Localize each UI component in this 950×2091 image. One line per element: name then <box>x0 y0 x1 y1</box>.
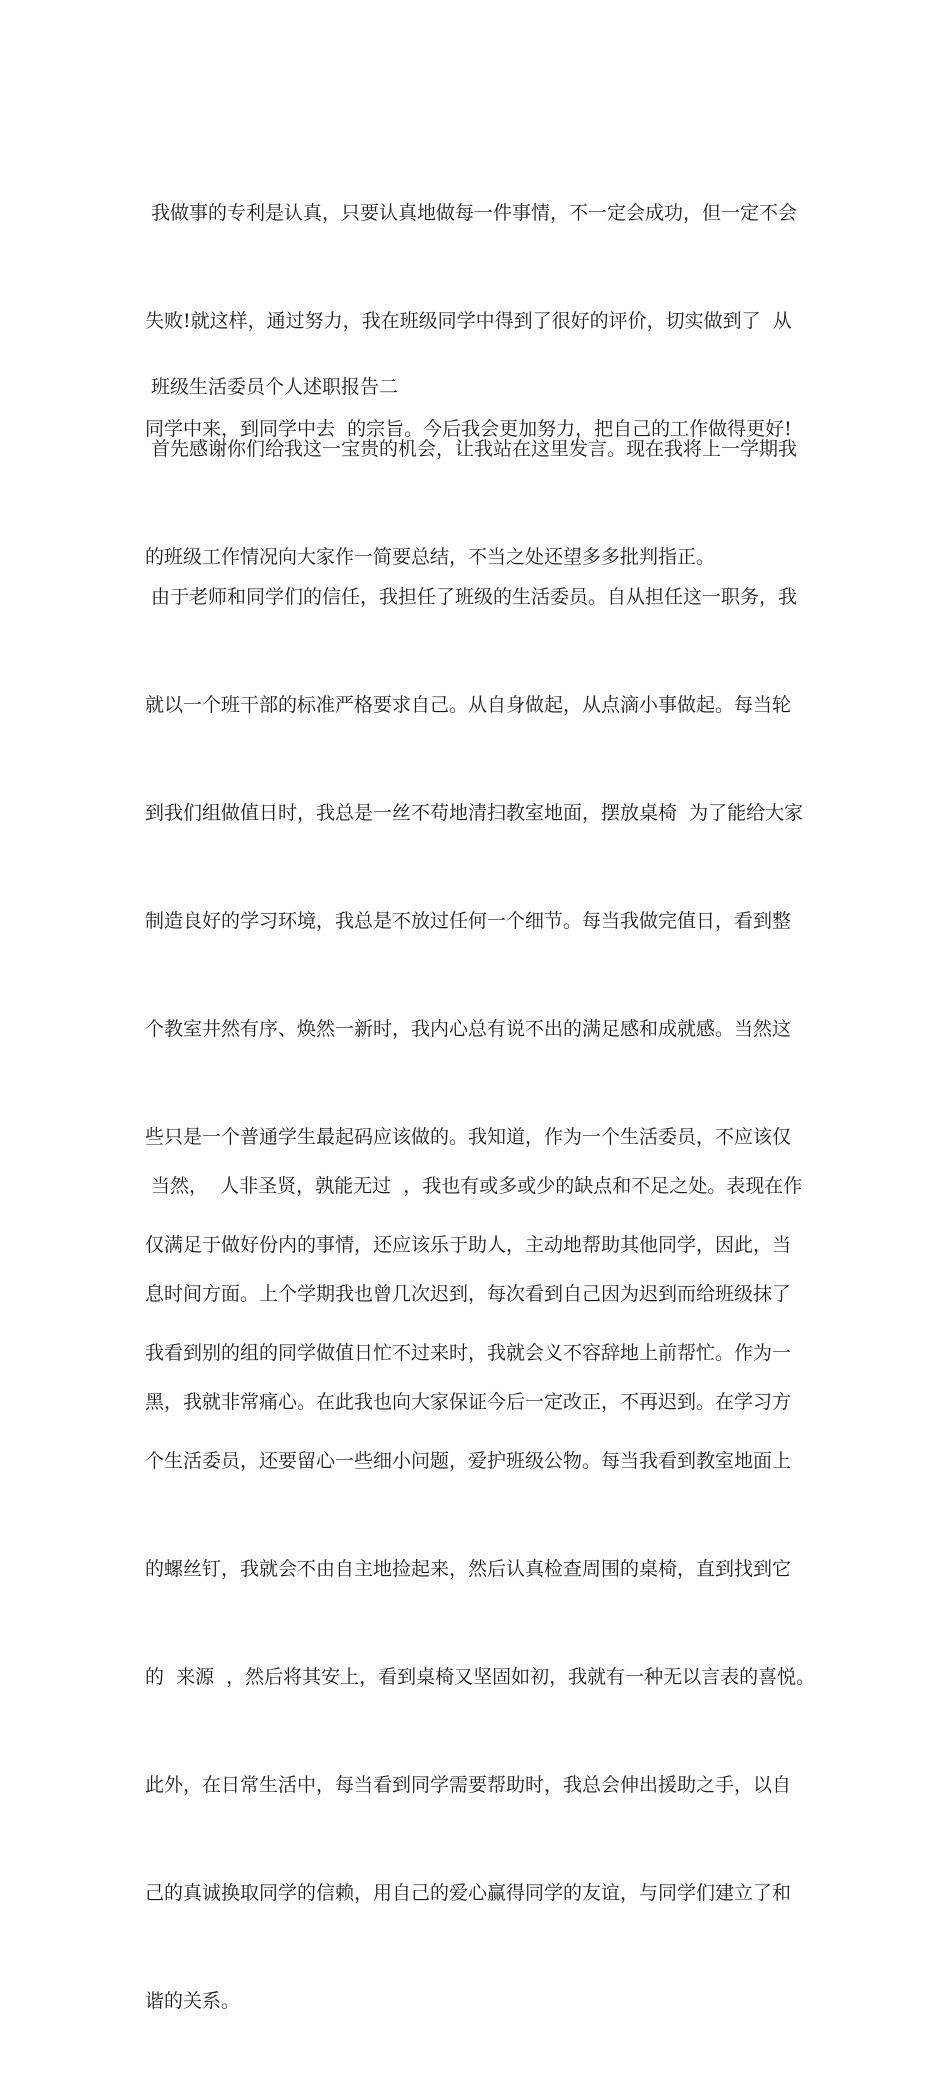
text-line: 我做事的专利是认真，只要认真地做每一件事情，不一定会成功，但一定不会 <box>145 202 798 224</box>
text-line: 就以一个班干部的标准严格要求自己。从自身做起，从点滴小事做起。每当轮 <box>145 694 792 716</box>
text-line: 息时间方面。上个学期我也曾几次迟到，每次看到自己因为迟到而给班级抹了 <box>145 1283 792 1305</box>
heading-text: 班级生活委员个人述职报告二 <box>145 376 399 398</box>
text-line: 个教室井然有序、焕然一新时，我内心总有说不出的满足感和成就感。当然这 <box>145 1018 792 1040</box>
text-line: 黑，我就非常痛心。在此我也向大家保证今后一定改正，不再迟到。在学习方 <box>145 1391 792 1413</box>
text-line: 此外，在日常生活中，每当看到同学需要帮助时，我总会伸出援助之手，以自 <box>145 1774 792 1796</box>
text-line: 仅满足于做好份内的事情，还应该乐于助人，主动地帮助其他同学，因此，当 <box>145 1234 792 1256</box>
text-line: 同学中来，到同学中去 的宗旨。今后我会更加努力，把自己的工作做得更好! <box>145 418 792 440</box>
text-line: 我看到别的组的同学做值日忙不过来时，我就会义不容辞地上前帮忙。作为一 <box>145 1342 792 1364</box>
text-line: 制造良好的学习环境，我总是不放过任何一个细节。每当我做完值日，看到整 <box>145 910 792 932</box>
text-line: 当然， 人非圣贤，孰能无过 ，我也有或多或少的缺点和不足之处。表现在作 <box>145 1175 803 1197</box>
text-line: 些只是一个普通学生最起码应该做的。我知道，作为一个生活委员，不应该仅 <box>145 1126 792 1148</box>
text-line: 的班级工作情况向大家作一简要总结，不当之处还望多多批判指正。 <box>145 546 716 568</box>
text-line: 谐的关系。 <box>145 1990 241 2012</box>
text-line: 首先感谢你们给我这一宝贵的机会，让我站在这里发言。现在我将上一学期我 <box>145 438 798 460</box>
paragraph-4 <box>145 1096 810 1492</box>
text-line: 失败!就这样，通过努力，我在班级同学中得到了很好的评价，切实做到了 从 <box>145 310 792 332</box>
text-line: 的 来源 ，然后将其安上，看到桌椅又坚固如初，我就有一种无以言表的喜悦。 <box>145 1666 816 1688</box>
text-line: 由于老师和同学们的信任，我担任了班级的生活委员。自从担任这一职务，我 <box>145 586 798 608</box>
text-line: 的螺丝钉，我就会不由自主地捡起来，然后认真检查周围的桌椅，直到找到它 <box>145 1558 792 1580</box>
text-line: 己的真诚换取同学的信赖，用自己的爱心赢得同学的友谊，与同学们建立了和 <box>145 1882 792 1904</box>
text-line: 到我们组做值日时，我总是一丝不苟地清扫教室地面，摆放桌椅 为了能给大家 <box>145 802 804 824</box>
text-line: 个生活委员，还要留心一些细小问题，爱护班级公物。每当我看到教室地面上 <box>145 1450 792 1472</box>
